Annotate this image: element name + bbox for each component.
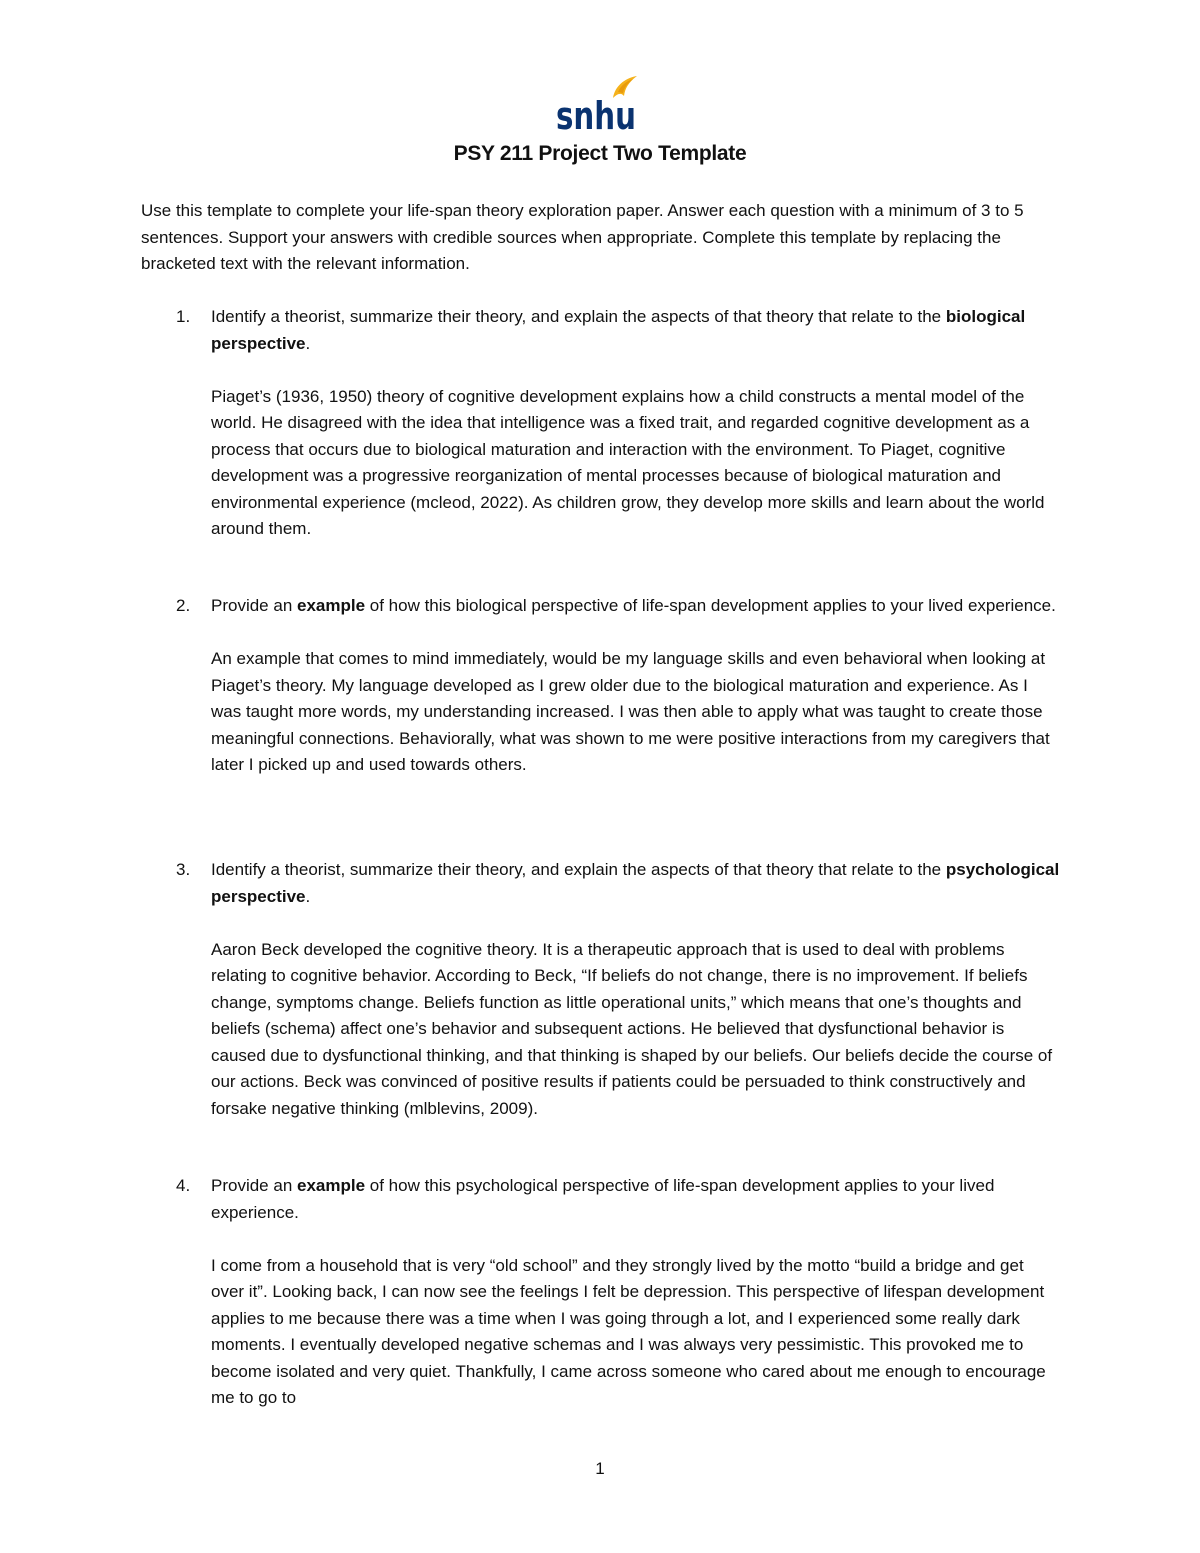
- answer-paragraph: An example that comes to mind immediately, would be my language skills and even behavioral when looking at Piaget’s theory. My language developed as I grew older due to the biological maturation and experience. As I was taught more words, my understanding increased. I was then able to apply what was taught to create those meaningful connections. Behaviorally, what was shown to me were positive interactions from my caregivers that later I picked up and used towards others.: [211, 649, 1050, 774]
- answer-paragraph: Piaget’s (1936, 1950) theory of cognitive development explains how a child constructs a mental model of the world. He disagreed with the idea that intelligence was a fixed trait, and regarded cognitive development as a process that occurs due to biological maturation and interaction with the environment. To Piaget, cognitive development was a progressive reorganization of mental processes because of biological maturation and environmental experience (mcleod, 2022). As children grow, they develop more skills and learn about the world around them.: [211, 386, 1045, 538]
- logo-wordmark: snhu: [556, 94, 636, 138]
- question-item-3: [141, 857, 1061, 1122]
- item-number: 3.: [176, 860, 191, 879]
- question-emphasis: psychological perspective: [211, 860, 1060, 906]
- snhu-logo: [555, 74, 639, 138]
- item-number: 1.: [176, 307, 191, 326]
- question-emphasis: example: [297, 596, 366, 615]
- item-number: 4.: [176, 1176, 191, 1195]
- answer-paragraph: Aaron Beck developed the cognitive theory. It is a therapeutic approach that is used to deal with problems relating to cognitive behavior. According to Beck, “If beliefs do not change, there is no improvement. If beliefs change, symptoms change. Beliefs function as little operational units,” which means that one’s thoughts and beliefs (schema) affect one’s behavior and subsequent actions. He believed that dysfunctional behavior is caused due to dysfunctional thinking, and that thinking is shaped by our beliefs. Our beliefs decide the course of our actions. Beck was convinced of positive results if patients could be persuaded to think constructively and forsake negative thinking (mlblevins, 2009).: [211, 939, 1053, 1118]
- item-number: 2.: [176, 596, 191, 615]
- question-text: Provide an example of how this psychological perspective of life-span development applies to your lived experience.: [211, 1176, 995, 1222]
- intro-paragraph: Use this template to complete your life-span theory exploration paper. Answer each question with a minimum of 3 to 5 sentences. Support your answers with credible sources when appropriate. Complete this template by replacing the bracketed text with the relevant information.: [141, 201, 1024, 273]
- question-item-1: [141, 304, 1061, 543]
- question-emphasis: example: [297, 1176, 366, 1195]
- question-item-2: [141, 593, 1061, 779]
- question-text: Identify a theorist, summarize their theory, and explain the aspects of that theory that relate to the psychological perspective.: [211, 860, 1060, 906]
- document-title: PSY 211 Project Two Template: [453, 142, 747, 165]
- question-text: Provide an example of how this biological perspective of life-span development applies to your lived experience.: [211, 596, 1056, 615]
- answer-paragraph: I come from a household that is very “old school” and they strongly lived by the motto “build a bridge and get over it”. Looking back, I can now see the feelings I felt be depression. This perspective of lifespan development applies to me because there was a time when I was going through a lot, and I experienced some really dark moments. I eventually developed negative schemas and I was always very pessimistic. This provoked me to become isolated and very quiet. Thankfully, I came across someone who cared about me enough to encourage me to go to: [211, 1255, 1046, 1407]
- question-text: Identify a theorist, summarize their theory, and explain the aspects of that theory that relate to the biological perspective.: [211, 307, 1026, 353]
- question-item-4: [141, 1173, 1061, 1412]
- snhu-logo-graphic: [555, 74, 639, 138]
- question-emphasis: biological perspective: [211, 307, 1026, 353]
- page-number: 1: [595, 1459, 605, 1478]
